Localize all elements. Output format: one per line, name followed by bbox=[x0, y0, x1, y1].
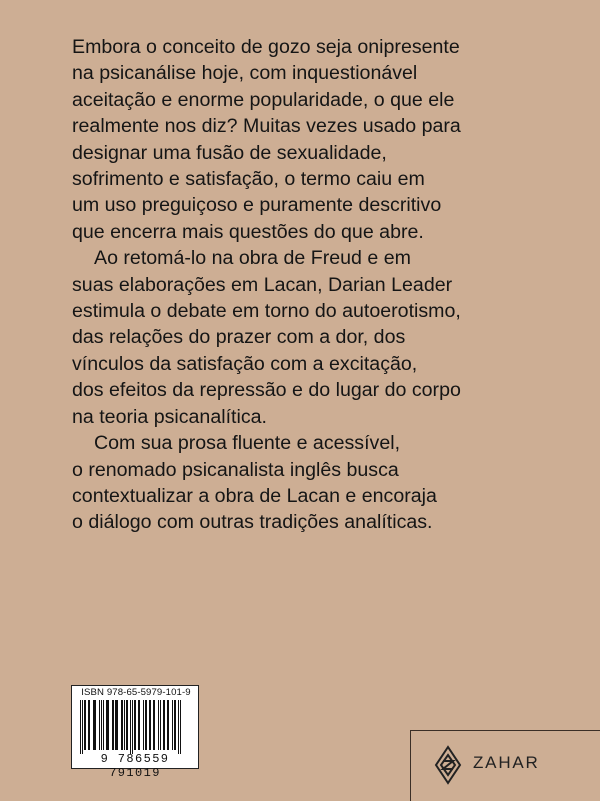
blurb-paragraph-2 bbox=[72, 245, 472, 430]
blurb-line: contextualizar a obra de Lacan e encoraja bbox=[72, 484, 437, 507]
barcode-bar bbox=[103, 700, 104, 750]
barcode-bar bbox=[124, 700, 125, 750]
blurb-line: um uso preguiçoso e puramente descritivo bbox=[72, 194, 442, 217]
blurb-line: que encerra mais questões do que abre. bbox=[72, 220, 424, 243]
barcode-bar bbox=[158, 700, 159, 750]
blurb-line: Com sua prosa fluente e acessível, bbox=[94, 432, 401, 455]
barcode-bar bbox=[160, 700, 161, 750]
barcode-guard-bar bbox=[82, 700, 83, 754]
blurb-paragraph-3 bbox=[72, 430, 472, 536]
blurb-line: Ao retomá-lo na obra de Freud e em bbox=[94, 247, 411, 270]
barcode-bar bbox=[112, 700, 114, 750]
blurb-line: estimula o debate em torno do autoerotismo, bbox=[72, 300, 461, 323]
barcode-bar bbox=[153, 700, 155, 750]
barcode-bar bbox=[174, 700, 176, 750]
barcode-bar bbox=[149, 700, 151, 750]
blurb-line: vínculos da satisfação com a excitação, bbox=[72, 352, 418, 375]
publisher-logo bbox=[410, 730, 600, 801]
barcode-guard-bar bbox=[80, 700, 81, 754]
back-cover-blurb bbox=[72, 34, 472, 536]
barcode-bar bbox=[121, 700, 123, 750]
barcode-bar bbox=[106, 700, 109, 750]
blurb-line: sofrimento e satisfação, o termo caiu em bbox=[72, 168, 425, 191]
barcode-bar bbox=[172, 700, 173, 750]
barcode-guard-bar bbox=[130, 700, 131, 754]
barcode-bar bbox=[84, 700, 86, 750]
isbn-barcode bbox=[71, 685, 199, 780]
blurb-line: o renomado psicanalista inglês busca bbox=[72, 458, 399, 481]
publisher-name: ZAHAR bbox=[473, 753, 540, 772]
blurb-line: na psicanálise hoje, com inquestionável bbox=[72, 62, 418, 85]
blurb-line: realmente nos diz? Muitas vezes usado para bbox=[72, 115, 461, 138]
barcode-bar bbox=[143, 700, 144, 750]
blurb-line: aceitação e enorme popularidade, o que ele bbox=[72, 88, 455, 111]
barcode-guard-bar bbox=[178, 700, 179, 754]
blurb-line: Embora o conceito de gozo seja onipresente bbox=[72, 36, 460, 58]
blurb-line: o diálogo com outras tradições analíticas. bbox=[72, 511, 433, 534]
barcode-bar bbox=[115, 700, 118, 750]
barcode-bar bbox=[93, 700, 96, 750]
barcode-guard-bar bbox=[180, 700, 181, 754]
blurb-line: designar uma fusão de sexualidade, bbox=[72, 141, 387, 164]
barcode-bar bbox=[163, 700, 165, 750]
blurb-line: dos efeitos da repressão e do lugar do corpo bbox=[72, 379, 461, 402]
barcode-bar bbox=[126, 700, 128, 750]
barcode-bar bbox=[134, 700, 136, 750]
barcode-bar bbox=[145, 700, 147, 750]
isbn-label: ISBN 978-65-5979-101-9 bbox=[81, 687, 191, 698]
blurb-line: na teoria psicanalítica. bbox=[72, 405, 267, 428]
blurb-line: suas elaborações em Lacan, Darian Leader bbox=[72, 273, 453, 296]
barcode-bars bbox=[78, 700, 192, 754]
barcode-bar bbox=[138, 700, 140, 750]
blurb-line: das relações do prazer com a dor, dos bbox=[72, 326, 406, 349]
blurb-paragraph-1 bbox=[72, 34, 472, 245]
barcode-guard-bar bbox=[132, 700, 133, 754]
zahar-emblem-icon bbox=[433, 745, 463, 785]
barcode-digits: 9 786559 791019 bbox=[100, 752, 170, 780]
barcode-bar bbox=[101, 700, 102, 750]
barcode-bar bbox=[99, 700, 100, 750]
barcode-bar bbox=[167, 700, 169, 750]
barcode-bar bbox=[88, 700, 90, 750]
